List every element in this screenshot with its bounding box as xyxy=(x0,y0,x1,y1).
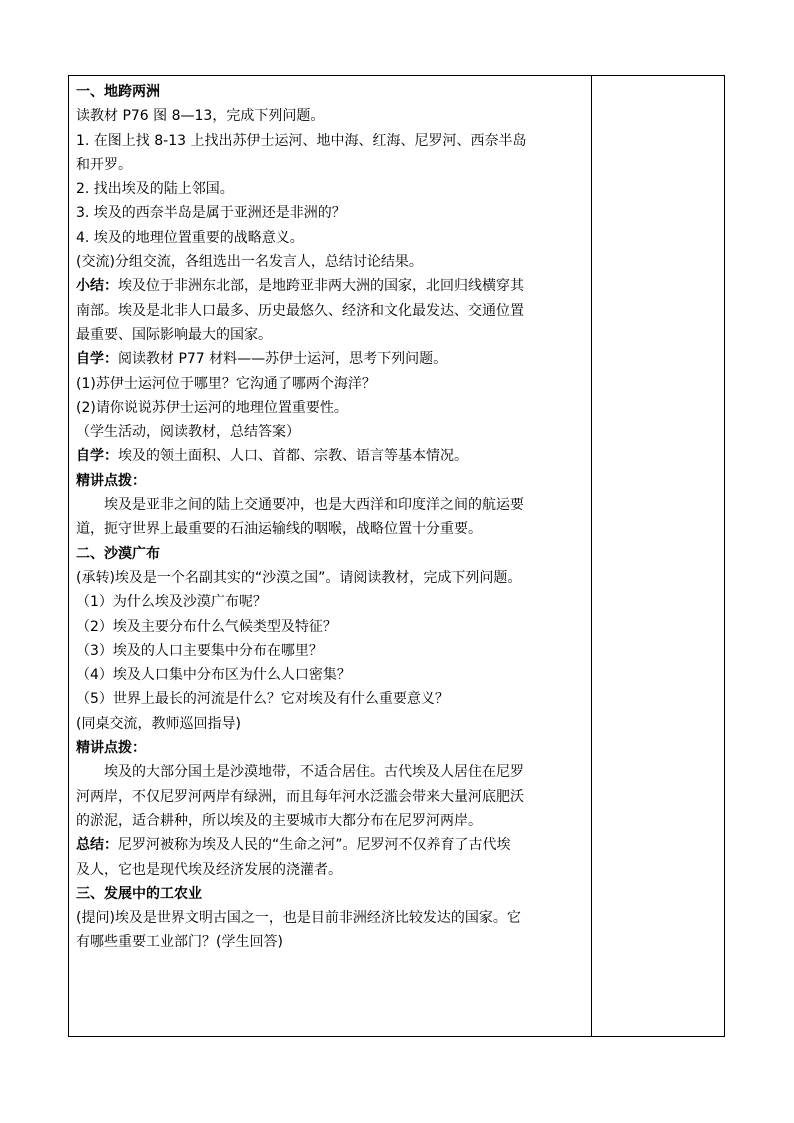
summary-label: 小结： xyxy=(76,278,118,295)
key-points-2-line-2: 河两岸，不仅尼罗河两岸有绿洲，而且每年河水泛滥会带来大量河底肥沃 xyxy=(76,788,524,805)
key-points-1-label: 精讲点拨： xyxy=(76,472,146,489)
question-2: 2. 找出埃及的陆上邻国。 xyxy=(76,181,234,198)
section-1-intro: 读教材 P76 图 8—13，完成下列问题。 xyxy=(76,108,325,125)
self-study-1-text: 阅读教材 P77 材料——苏伊士运河，思考下列问题。 xyxy=(118,351,448,368)
section-2-note: (同桌交流，教师巡回指导) xyxy=(76,715,241,732)
section-1-title: 一、地跨两洲 xyxy=(76,84,160,100)
self-study-1-q1: (1)苏伊士运河位于哪里？它沟通了哪两个海洋？ xyxy=(76,375,376,392)
question-1-line-2: 和开罗。 xyxy=(76,156,132,173)
conclusion-line-2: 及人，它也是现代埃及经济发展的浇灌者。 xyxy=(76,861,342,878)
key-points-2-label: 精讲点拨： xyxy=(76,740,146,757)
self-study-2 xyxy=(76,444,588,468)
conclusion-line-1 xyxy=(76,833,588,857)
question-4: 4. 埃及的地理位置重要的战略意义。 xyxy=(76,229,304,246)
key-points-2-line-3: 的淤泥，适合耕种，所以埃及的主要城市大都分布在尼罗河两岸。 xyxy=(76,812,482,829)
key-points-1-line-2: 道，扼守世界上最重要的石油运输线的咽喉，战略位置十分重要。 xyxy=(76,521,482,538)
section-2-q2: （2）埃及主要分布什么气候类型及特征？ xyxy=(76,618,337,635)
section-2-title: 二、沙漠广布 xyxy=(76,545,160,562)
conclusion-label: 总结： xyxy=(76,837,118,854)
summary-1-line-1 xyxy=(76,274,588,298)
section-2-q4: （4）埃及人口集中分布区为什么人口密集？ xyxy=(76,667,351,684)
key-points-2-line-1: 埃及的大部分国土是沙漠地带，不适合居住。古代埃及人居住在尼罗 xyxy=(104,764,524,781)
self-study-label: 自学： xyxy=(76,351,118,368)
summary-1-line-2: 南部。埃及是北非人口最多、历史最悠久、经济和文化最发达、交通位置 xyxy=(76,302,524,319)
self-study-2-text: 埃及的领土面积、人口、首都、宗教、语言等基本情况。 xyxy=(118,448,468,465)
section-3-title: 三、发展中的工农业 xyxy=(76,885,202,902)
self-study-1-q2: (2)请你说说苏伊士运河的地理位置重要性。 xyxy=(76,399,348,416)
self-study-1 xyxy=(76,347,588,371)
question-1-line-1: 1. 在图上找 8-13 上找出苏伊士运河、地中海、红海、尼罗河、西奈半岛 xyxy=(76,132,527,149)
self-study-label: 自学： xyxy=(76,448,118,465)
section-3-question-line-1: (提问)埃及是世界文明古国之一，也是目前非洲经济比较发达的国家。它 xyxy=(76,910,521,927)
section-3-question-line-2: 有哪些重要工业部门？(学生回答) xyxy=(76,934,283,951)
question-3: 3. 埃及的西奈半岛是属于亚洲还是非洲的？ xyxy=(76,205,346,222)
lesson-content xyxy=(76,80,588,955)
section-2-q1: （1）为什么埃及沙漠广布呢？ xyxy=(76,594,267,611)
key-points-1-line-1: 埃及是亚非之间的陆上交通要冲，也是大西洋和印度洋之间的航运要 xyxy=(104,497,524,514)
exchange-note: (交流)分组交流，各组选出一名发言人，总结讨论结果。 xyxy=(76,254,423,271)
table-column-divider xyxy=(591,75,592,1037)
summary-1-line-3: 最重要、国际影响最大的国家。 xyxy=(76,326,272,343)
self-study-1-note: （学生活动，阅读教材，总结答案） xyxy=(76,424,300,441)
section-2-intro: (承转)埃及是一个名副其实的“沙漠之国”。请阅读教材，完成下列问题。 xyxy=(76,569,522,586)
summary-1-text: 埃及位于非洲东北部，是地跨亚非两大洲的国家，北回归线横穿其 xyxy=(118,278,524,295)
section-2-q5: （5）世界上最长的河流是什么？它对埃及有什么重要意义？ xyxy=(76,691,449,708)
conclusion-text: 尼罗河被称为埃及人民的“生命之河”。尼罗河不仅养育了古代埃 xyxy=(118,837,511,854)
section-2-q3: （3）埃及的人口主要集中分布在哪里？ xyxy=(76,642,323,659)
